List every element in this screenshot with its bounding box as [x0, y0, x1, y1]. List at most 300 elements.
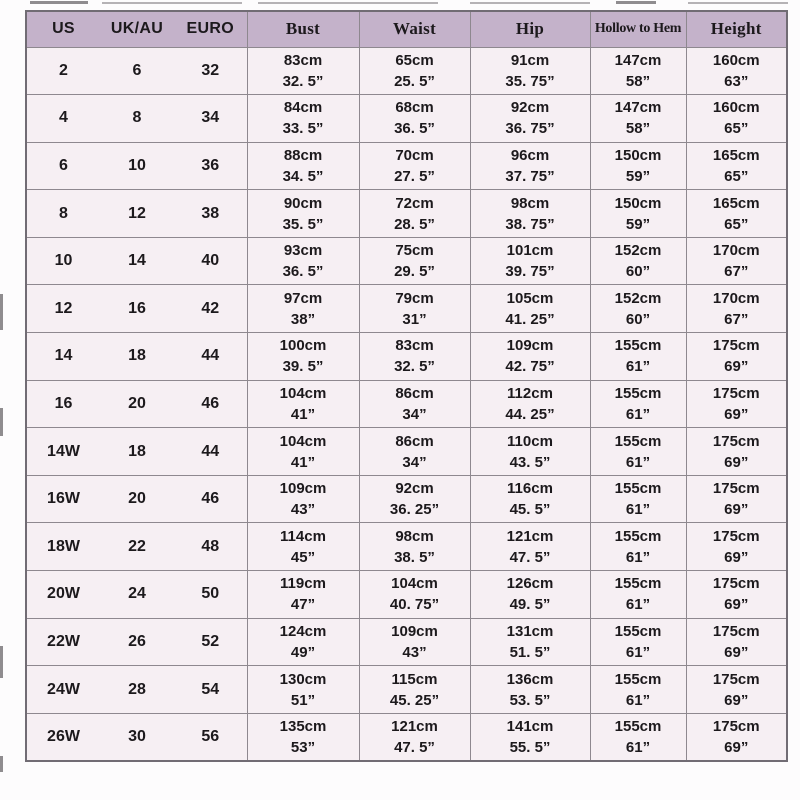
- measurement-cm: 90cm: [283, 194, 323, 212]
- measurement-inches: 47”: [290, 596, 316, 614]
- measurement-cm: 92cm: [510, 99, 550, 117]
- measurement-inches: 33. 5”: [282, 120, 324, 138]
- measurement-cm: 83cm: [395, 337, 434, 355]
- cell-euro-size: 44: [174, 333, 247, 381]
- measurement-inches: 65”: [724, 120, 749, 138]
- measurement-inches: 36. 25”: [389, 501, 440, 519]
- measurement-cm: 150cm: [614, 194, 662, 212]
- measurement-inches: 69”: [724, 548, 749, 566]
- measurement-cm: 147cm: [614, 51, 662, 69]
- cell-bust: [247, 47, 359, 95]
- measurement-cm: 147cm: [614, 99, 662, 117]
- measurement-cm: 115cm: [391, 670, 438, 688]
- table-row: [26, 523, 787, 571]
- cell-hip: [470, 380, 590, 428]
- measurement-inches: 43. 5”: [509, 453, 551, 471]
- measurement-cm: 170cm: [712, 289, 760, 307]
- column-header-hollow-to-hem: Hollow to Hem: [590, 11, 686, 47]
- cell-uk-au-size: 10: [100, 142, 174, 190]
- table-row: [26, 380, 787, 428]
- cell-us-size: 8: [26, 190, 100, 238]
- cell-uk-au-size: 18: [100, 428, 174, 476]
- measurement-cm: 155cm: [614, 480, 662, 498]
- cell-waist: [359, 190, 470, 238]
- cell-hollow-to-hem: [590, 47, 686, 95]
- cell-uk-au-size: 12: [100, 190, 174, 238]
- column-header-bust: Bust: [247, 11, 359, 47]
- cell-hip: [470, 333, 590, 381]
- measurement-inches: 25. 5”: [394, 72, 435, 90]
- cell-hip: [470, 95, 590, 143]
- measurement-cm: 83cm: [283, 51, 323, 69]
- table-row: [26, 571, 787, 619]
- measurement-cm: 104cm: [279, 384, 327, 402]
- table-row: [26, 285, 787, 333]
- cell-us-size: 2: [26, 47, 100, 95]
- measurement-cm: 152cm: [614, 242, 662, 260]
- measurement-cm: 101cm: [506, 242, 554, 260]
- measurement-cm: 84cm: [283, 99, 323, 117]
- cell-hip: [470, 285, 590, 333]
- measurement-cm: 109cm: [391, 622, 438, 640]
- measurement-inches: 45. 5”: [509, 501, 551, 519]
- cell-euro-size: 52: [174, 618, 247, 666]
- measurement-cm: 91cm: [510, 51, 550, 69]
- measurement-inches: 61”: [625, 405, 651, 423]
- table-row: [26, 95, 787, 143]
- cell-height: [686, 666, 787, 714]
- measurement-inches: 36. 5”: [394, 120, 435, 138]
- cell-uk-au-size: 22: [100, 523, 174, 571]
- measurement-cm: 175cm: [712, 527, 760, 545]
- measurement-inches: 47. 5”: [509, 548, 551, 566]
- measurement-inches: 41”: [290, 453, 316, 471]
- cell-hip: [470, 618, 590, 666]
- measurement-inches: 61”: [625, 596, 651, 614]
- cell-euro-size: 34: [174, 95, 247, 143]
- cell-hip: [470, 237, 590, 285]
- cell-uk-au-size: 14: [100, 237, 174, 285]
- measurement-inches: 51”: [290, 691, 316, 709]
- measurement-cm: 75cm: [395, 242, 434, 260]
- left-crop-artifact: [0, 756, 3, 772]
- cell-us-size: 16W: [26, 475, 100, 523]
- cell-euro-size: 38: [174, 190, 247, 238]
- cell-hip: [470, 713, 590, 761]
- cell-hollow-to-hem: [590, 380, 686, 428]
- cell-height: [686, 571, 787, 619]
- column-header-uk-au: UK/AU: [100, 11, 174, 47]
- top-crop-artifact: [688, 2, 788, 4]
- measurement-cm: 109cm: [506, 337, 554, 355]
- measurement-inches: 61”: [625, 358, 651, 376]
- measurement-inches: 65”: [724, 167, 749, 185]
- cell-bust: [247, 237, 359, 285]
- measurement-inches: 27. 5”: [394, 167, 435, 185]
- measurement-inches: 34”: [402, 405, 427, 423]
- measurement-inches: 67”: [724, 310, 749, 328]
- cell-bust: [247, 713, 359, 761]
- measurement-inches: 61”: [625, 548, 651, 566]
- measurement-inches: 44. 25”: [505, 405, 555, 423]
- measurement-inches: 35. 5”: [282, 215, 324, 233]
- cell-waist: [359, 475, 470, 523]
- top-crop-artifact: [30, 1, 88, 4]
- cell-hollow-to-hem: [590, 190, 686, 238]
- cell-waist: [359, 713, 470, 761]
- cell-euro-size: 56: [174, 713, 247, 761]
- cell-height: [686, 190, 787, 238]
- cell-euro-size: 50: [174, 571, 247, 619]
- cell-hip: [470, 190, 590, 238]
- cell-waist: [359, 523, 470, 571]
- measurement-inches: 65”: [724, 215, 749, 233]
- left-crop-artifact: [0, 408, 3, 436]
- cell-uk-au-size: 20: [100, 380, 174, 428]
- cell-height: [686, 95, 787, 143]
- measurement-cm: 121cm: [391, 717, 438, 735]
- cell-bust: [247, 333, 359, 381]
- measurement-cm: 155cm: [614, 622, 662, 640]
- table-row: [26, 618, 787, 666]
- cell-hollow-to-hem: [590, 333, 686, 381]
- measurement-inches: 61”: [625, 453, 651, 471]
- measurement-inches: 38. 5”: [394, 548, 435, 566]
- measurement-inches: 42. 75”: [505, 358, 555, 376]
- measurement-cm: 92cm: [395, 480, 434, 498]
- cell-hip: [470, 475, 590, 523]
- measurement-inches: 45. 25”: [389, 691, 440, 709]
- measurement-inches: 41”: [290, 405, 316, 423]
- measurement-inches: 40. 75”: [389, 596, 440, 614]
- table-row: [26, 428, 787, 476]
- cell-hollow-to-hem: [590, 285, 686, 333]
- cell-hollow-to-hem: [590, 523, 686, 571]
- measurement-inches: 39. 75”: [505, 263, 555, 281]
- cell-uk-au-size: 28: [100, 666, 174, 714]
- measurement-inches: 41. 25”: [505, 310, 555, 328]
- size-chart-table: [25, 10, 788, 762]
- measurement-cm: 104cm: [279, 432, 327, 450]
- measurement-cm: 86cm: [395, 384, 434, 402]
- cell-hip: [470, 666, 590, 714]
- cell-hollow-to-hem: [590, 666, 686, 714]
- cell-euro-size: 48: [174, 523, 247, 571]
- cell-waist: [359, 666, 470, 714]
- cell-hollow-to-hem: [590, 475, 686, 523]
- measurement-cm: 175cm: [712, 622, 760, 640]
- measurement-inches: 69”: [724, 358, 749, 376]
- measurement-cm: 109cm: [279, 480, 327, 498]
- cell-height: [686, 142, 787, 190]
- cell-bust: [247, 571, 359, 619]
- measurement-cm: 170cm: [712, 242, 760, 260]
- measurement-inches: 55. 5”: [509, 738, 551, 756]
- cell-uk-au-size: 6: [100, 47, 174, 95]
- measurement-inches: 35. 75”: [505, 72, 555, 90]
- measurement-inches: 60”: [625, 310, 651, 328]
- cell-hollow-to-hem: [590, 618, 686, 666]
- measurement-cm: 155cm: [614, 337, 662, 355]
- cell-bust: [247, 666, 359, 714]
- measurement-inches: 58”: [625, 72, 651, 90]
- measurement-cm: 79cm: [395, 289, 434, 307]
- measurement-cm: 96cm: [510, 146, 550, 164]
- cell-hollow-to-hem: [590, 142, 686, 190]
- measurement-cm: 97cm: [283, 289, 323, 307]
- cell-waist: [359, 571, 470, 619]
- cell-bust: [247, 95, 359, 143]
- cell-height: [686, 713, 787, 761]
- measurement-inches: 43”: [290, 501, 316, 519]
- measurement-cm: 175cm: [712, 717, 760, 735]
- left-crop-artifact: [0, 294, 3, 330]
- column-header-hip: Hip: [470, 11, 590, 47]
- measurement-inches: 69”: [724, 643, 749, 661]
- cell-euro-size: 46: [174, 475, 247, 523]
- measurement-cm: 175cm: [712, 480, 760, 498]
- table-row: [26, 475, 787, 523]
- cell-waist: [359, 142, 470, 190]
- measurement-cm: 175cm: [712, 384, 760, 402]
- cell-euro-size: 42: [174, 285, 247, 333]
- cell-us-size: 16: [26, 380, 100, 428]
- cell-waist: [359, 47, 470, 95]
- measurement-cm: 105cm: [506, 289, 554, 307]
- cell-hollow-to-hem: [590, 571, 686, 619]
- cell-euro-size: 46: [174, 380, 247, 428]
- measurement-inches: 32. 5”: [394, 358, 435, 376]
- cell-hip: [470, 142, 590, 190]
- measurement-cm: 121cm: [506, 527, 554, 545]
- measurement-cm: 141cm: [506, 717, 554, 735]
- cell-waist: [359, 285, 470, 333]
- measurement-cm: 70cm: [395, 146, 434, 164]
- measurement-inches: 69”: [724, 596, 749, 614]
- cell-bust: [247, 475, 359, 523]
- measurement-inches: 43”: [402, 643, 427, 661]
- measurement-inches: 59”: [625, 215, 651, 233]
- measurement-inches: 61”: [625, 691, 651, 709]
- measurement-cm: 124cm: [279, 622, 327, 640]
- measurement-cm: 126cm: [506, 575, 554, 593]
- measurement-inches: 69”: [724, 691, 749, 709]
- table-row: [26, 666, 787, 714]
- cell-us-size: 14: [26, 333, 100, 381]
- cell-euro-size: 36: [174, 142, 247, 190]
- measurement-cm: 93cm: [283, 242, 323, 260]
- cell-waist: [359, 95, 470, 143]
- measurement-cm: 112cm: [507, 384, 553, 402]
- cell-hollow-to-hem: [590, 713, 686, 761]
- column-header-euro: EURO: [174, 11, 247, 47]
- cell-hip: [470, 47, 590, 95]
- cell-euro-size: 32: [174, 47, 247, 95]
- cell-euro-size: 40: [174, 237, 247, 285]
- measurement-inches: 69”: [724, 405, 749, 423]
- measurement-cm: 175cm: [712, 432, 760, 450]
- measurement-cm: 152cm: [614, 289, 662, 307]
- measurement-inches: 47. 5”: [394, 738, 435, 756]
- cell-height: [686, 237, 787, 285]
- measurement-inches: 58”: [625, 120, 651, 138]
- measurement-cm: 175cm: [712, 337, 760, 355]
- top-crop-artifact: [616, 1, 656, 4]
- cell-height: [686, 285, 787, 333]
- measurement-inches: 51. 5”: [509, 643, 551, 661]
- cell-height: [686, 47, 787, 95]
- measurement-inches: 28. 5”: [394, 215, 435, 233]
- measurement-cm: 72cm: [395, 194, 434, 212]
- measurement-cm: 110cm: [507, 432, 553, 450]
- table-row: [26, 333, 787, 381]
- table-row: [26, 237, 787, 285]
- measurement-inches: 61”: [625, 643, 651, 661]
- cell-uk-au-size: 24: [100, 571, 174, 619]
- measurement-cm: 155cm: [614, 575, 662, 593]
- measurement-cm: 114cm: [280, 527, 326, 545]
- measurement-inches: 45”: [290, 548, 316, 566]
- table-row: [26, 190, 787, 238]
- cell-uk-au-size: 26: [100, 618, 174, 666]
- cell-height: [686, 475, 787, 523]
- cell-bust: [247, 380, 359, 428]
- table-body: [26, 47, 787, 761]
- cell-height: [686, 380, 787, 428]
- measurement-inches: 32. 5”: [282, 72, 324, 90]
- cell-waist: [359, 333, 470, 381]
- cell-us-size: 22W: [26, 618, 100, 666]
- cell-uk-au-size: 20: [100, 475, 174, 523]
- measurement-cm: 98cm: [510, 194, 550, 212]
- cell-euro-size: 44: [174, 428, 247, 476]
- measurement-inches: 34. 5”: [282, 167, 324, 185]
- cell-uk-au-size: 8: [100, 95, 174, 143]
- cell-hip: [470, 523, 590, 571]
- cell-bust: [247, 285, 359, 333]
- measurement-inches: 69”: [724, 501, 749, 519]
- measurement-inches: 53. 5”: [509, 691, 551, 709]
- header-row: [26, 11, 787, 47]
- measurement-cm: 175cm: [712, 575, 760, 593]
- cell-us-size: 20W: [26, 571, 100, 619]
- column-header-waist: Waist: [359, 11, 470, 47]
- measurement-inches: 36. 75”: [505, 120, 555, 138]
- cell-waist: [359, 380, 470, 428]
- measurement-inches: 38. 75”: [505, 215, 555, 233]
- cell-waist: [359, 428, 470, 476]
- top-crop-artifact: [102, 2, 242, 4]
- measurement-cm: 155cm: [614, 670, 662, 688]
- cell-hollow-to-hem: [590, 428, 686, 476]
- cell-height: [686, 523, 787, 571]
- cell-us-size: 14W: [26, 428, 100, 476]
- measurement-cm: 65cm: [395, 51, 434, 69]
- measurement-cm: 136cm: [506, 670, 554, 688]
- measurement-cm: 130cm: [279, 670, 327, 688]
- cell-bust: [247, 523, 359, 571]
- cell-waist: [359, 237, 470, 285]
- measurement-inches: 67”: [724, 263, 749, 281]
- measurement-inches: 69”: [724, 738, 749, 756]
- cell-bust: [247, 428, 359, 476]
- measurement-cm: 175cm: [712, 670, 760, 688]
- measurement-inches: 63”: [724, 72, 749, 90]
- cell-uk-au-size: 18: [100, 333, 174, 381]
- measurement-inches: 29. 5”: [394, 263, 435, 281]
- table-row: [26, 142, 787, 190]
- cell-us-size: 6: [26, 142, 100, 190]
- measurement-cm: 100cm: [279, 337, 327, 355]
- measurement-cm: 86cm: [395, 432, 434, 450]
- top-crop-artifact: [258, 2, 438, 4]
- measurement-inches: 38”: [290, 310, 316, 328]
- measurement-inches: 34”: [402, 453, 427, 471]
- cell-euro-size: 54: [174, 666, 247, 714]
- measurement-cm: 98cm: [395, 527, 434, 545]
- measurement-cm: 165cm: [712, 194, 760, 212]
- measurement-cm: 116cm: [507, 480, 553, 498]
- measurement-cm: 155cm: [614, 432, 662, 450]
- column-header-us: US: [26, 11, 100, 47]
- measurement-inches: 39. 5”: [282, 358, 324, 376]
- left-crop-artifact: [0, 646, 3, 678]
- cell-us-size: 4: [26, 95, 100, 143]
- measurement-inches: 49. 5”: [509, 596, 551, 614]
- measurement-cm: 119cm: [280, 575, 326, 593]
- cell-uk-au-size: 30: [100, 713, 174, 761]
- cell-waist: [359, 618, 470, 666]
- measurement-inches: 36. 5”: [282, 263, 324, 281]
- column-header-height: Height: [686, 11, 787, 47]
- measurement-inches: 61”: [625, 501, 651, 519]
- cell-height: [686, 428, 787, 476]
- table-row: [26, 713, 787, 761]
- measurement-cm: 68cm: [395, 99, 434, 117]
- cell-uk-au-size: 16: [100, 285, 174, 333]
- cell-bust: [247, 190, 359, 238]
- measurement-cm: 155cm: [614, 384, 662, 402]
- measurement-inches: 53”: [290, 738, 316, 756]
- measurement-inches: 69”: [724, 453, 749, 471]
- measurement-cm: 155cm: [614, 527, 662, 545]
- measurement-inches: 61”: [625, 738, 651, 756]
- measurement-cm: 131cm: [506, 622, 554, 640]
- cell-hollow-to-hem: [590, 237, 686, 285]
- measurement-cm: 104cm: [391, 575, 438, 593]
- cell-us-size: 10: [26, 237, 100, 285]
- table-row: [26, 47, 787, 95]
- cell-us-size: 18W: [26, 523, 100, 571]
- cell-us-size: 12: [26, 285, 100, 333]
- cell-bust: [247, 142, 359, 190]
- measurement-cm: 155cm: [614, 717, 662, 735]
- cell-height: [686, 333, 787, 381]
- measurement-cm: 135cm: [279, 717, 327, 735]
- top-crop-artifact: [470, 2, 590, 4]
- cell-bust: [247, 618, 359, 666]
- measurement-cm: 88cm: [283, 146, 323, 164]
- measurement-cm: 160cm: [712, 51, 760, 69]
- cell-height: [686, 618, 787, 666]
- measurement-cm: 165cm: [712, 146, 760, 164]
- cell-us-size: 26W: [26, 713, 100, 761]
- cell-hip: [470, 571, 590, 619]
- measurement-cm: 160cm: [712, 99, 760, 117]
- cell-us-size: 24W: [26, 666, 100, 714]
- cell-hollow-to-hem: [590, 95, 686, 143]
- measurement-inches: 59”: [625, 167, 651, 185]
